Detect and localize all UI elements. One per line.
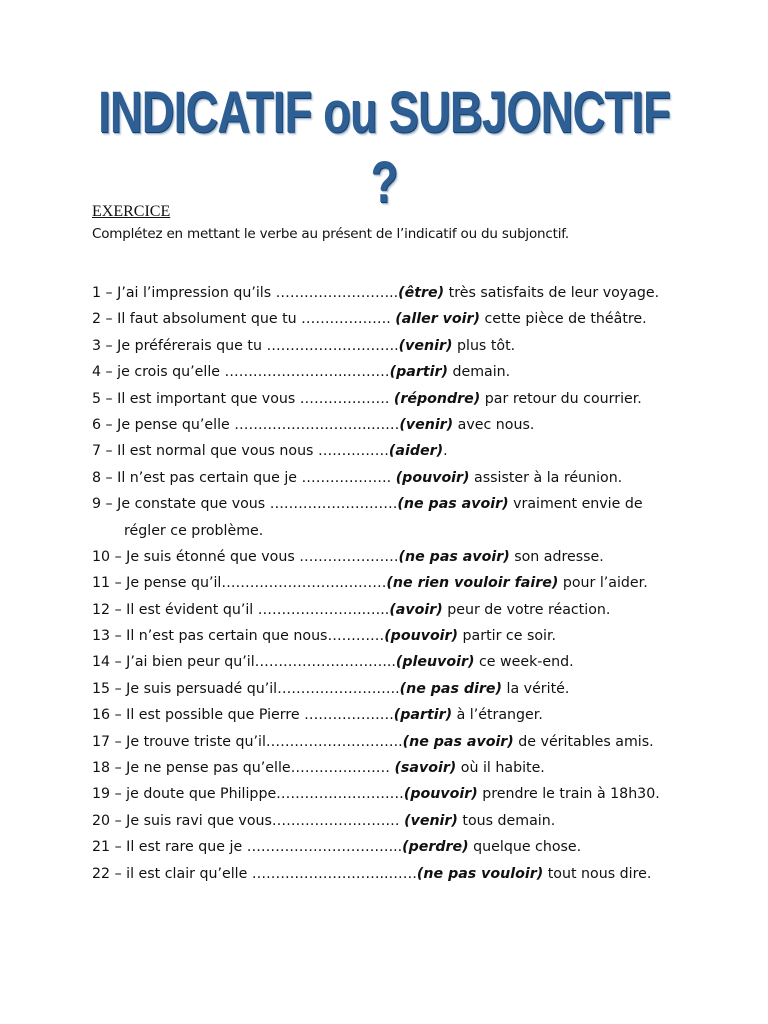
exercise-item-continuation: régler ce problème. — [124, 522, 264, 539]
verb-hint: (ne pas avoir) — [398, 548, 510, 565]
exercise-list — [92, 283, 732, 890]
exercise-heading: EXERCICE — [92, 203, 171, 220]
item-prompt: 20 – Je suis ravi que vous……………………… — [92, 812, 405, 829]
verb-hint: (ne pas avoir) — [402, 733, 514, 750]
verb-hint: (ne pas avoir) — [397, 496, 509, 513]
item-prompt: 10 – Je suis étonné que vous ………………… — [92, 548, 399, 565]
verb-hint: (répondre) — [393, 390, 481, 407]
item-prompt: 13 – Il n’est pas certain que nous………… — [92, 628, 385, 645]
item-ending: par retour du courrier. — [480, 390, 642, 407]
verb-hint: (ne pas dire) — [399, 680, 503, 697]
exercise-item — [92, 652, 732, 678]
exercise-item — [92, 494, 732, 520]
item-prompt: 12 – Il est évident qu’il …………………..….. — [92, 601, 390, 618]
item-prompt: 7 – Il est normal que vous nous …………… — [92, 443, 389, 460]
exercise-item — [92, 547, 732, 573]
exercise-item — [92, 441, 732, 467]
verb-hint: (venir) — [399, 416, 454, 433]
exercise-item — [92, 626, 732, 652]
item-prompt: 15 – Je suis persuadé qu’il…………………….. — [92, 680, 400, 697]
item-ending: avec nous. — [453, 416, 535, 433]
item-ending: très satisfaits de leur voyage. — [444, 285, 660, 301]
item-prompt: 5 – Il est important que vous ………………. — [92, 390, 394, 407]
item-prompt: 19 – je doute que Philippe……………………… — [92, 786, 404, 803]
verb-hint: (venir) — [404, 812, 458, 829]
verb-hint: (pouvoir) — [384, 628, 459, 645]
verb-hint: (ne pas vouloir) — [416, 865, 544, 882]
verb-hint: (avoir) — [389, 601, 443, 618]
exercise-item — [92, 784, 732, 810]
item-prompt: 17 – Je trouve triste qu’il……………………….. — [92, 733, 403, 750]
exercise-item — [92, 864, 732, 890]
item-prompt: 2 – Il faut absolument que tu ………………. — [92, 311, 396, 328]
exercise-item — [92, 389, 732, 415]
item-ending: ce week-end. — [474, 654, 574, 671]
verb-hint: (aider) — [388, 443, 444, 460]
item-ending: à l’étranger. — [452, 707, 543, 724]
item-ending: de véritables amis. — [513, 733, 654, 750]
exercise-item — [92, 309, 732, 335]
verb-hint: (pouvoir) — [403, 786, 478, 803]
item-prompt: 14 – J’ai bien peur qu’il………………………... — [92, 654, 396, 671]
verb-hint: (être) — [398, 285, 445, 301]
item-ending: assister à la réunion. — [469, 469, 623, 486]
item-prompt: 6 – Je pense qu’elle ………………………..…… — [92, 416, 400, 433]
exercise-item — [92, 811, 732, 837]
item-prompt: 3 – Je préférerais que tu ………………………. — [92, 337, 399, 354]
item-prompt: 4 – je crois qu’elle ……………………..……… — [92, 364, 390, 381]
exercise-item — [92, 336, 732, 362]
verb-hint: (pleuvoir) — [395, 654, 475, 671]
verb-hint: (pouvoir) — [395, 469, 470, 486]
exercise-item — [92, 415, 732, 441]
item-ending: la vérité. — [502, 680, 570, 697]
exercise-item — [92, 679, 732, 705]
verb-hint: (partir) — [389, 364, 448, 381]
item-ending: demain. — [447, 364, 511, 381]
exercise-item — [92, 362, 732, 388]
verb-hint: (perdre) — [402, 839, 469, 856]
item-prompt: 21 – Il est rare que je …………………………... — [92, 839, 403, 856]
item-prompt: 1 – J’ai l’impression qu’ils …………………….. — [92, 285, 399, 301]
item-prompt: 22 – il est clair qu’elle ………………………..…… — [92, 865, 417, 882]
page-title: INDICATIF ou SUBJONCTIF ? — [98, 80, 670, 215]
item-prompt: 16 – Il est possible que Pierre ………………. — [92, 707, 394, 724]
item-ending: vraiment envie de — [508, 496, 643, 513]
verb-hint: (aller voir) — [395, 311, 480, 328]
verb-hint: (venir) — [398, 337, 453, 354]
item-ending: tous demain. — [457, 812, 556, 829]
item-ending: tout nous dire. — [543, 865, 652, 882]
exercise-item — [92, 837, 732, 863]
item-prompt: 18 – Je ne pense pas qu’elle………………… — [92, 760, 395, 777]
exercise-item — [92, 573, 732, 599]
item-ending: cette pièce de théâtre. — [479, 311, 647, 328]
item-ending: où il habite. — [456, 760, 545, 777]
exercise-item — [92, 468, 732, 494]
item-ending: partir ce soir. — [458, 628, 557, 645]
item-ending: plus tôt. — [452, 337, 516, 354]
item-prompt: 8 – Il n’est pas certain que je ………………. — [92, 469, 396, 486]
exercise-item — [92, 600, 732, 626]
exercise-item — [92, 732, 732, 758]
verb-hint: (savoir) — [394, 760, 457, 777]
item-prompt: 11 – Je pense qu’il……………………..……… — [92, 575, 387, 592]
exercise-item — [92, 705, 732, 731]
verb-hint: (ne rien vouloir faire) — [386, 575, 559, 592]
exercise-instruction: Complétez en mettant le verbe au présent de l’indicatif ou du subjonctif. — [92, 226, 569, 242]
item-ending: son adresse. — [509, 548, 604, 565]
item-ending: prendre le train à 18h30. — [477, 786, 660, 803]
item-ending: quelque chose. — [468, 839, 582, 856]
item-ending: pour l’aider. — [558, 575, 648, 592]
item-ending: . — [443, 443, 448, 460]
exercise-item — [92, 283, 732, 309]
item-ending: peur de votre réaction. — [442, 601, 611, 618]
verb-hint: (partir) — [393, 707, 453, 724]
exercise-item — [92, 758, 732, 784]
item-prompt: 9 – Je constate que vous ……………………… — [92, 496, 398, 513]
